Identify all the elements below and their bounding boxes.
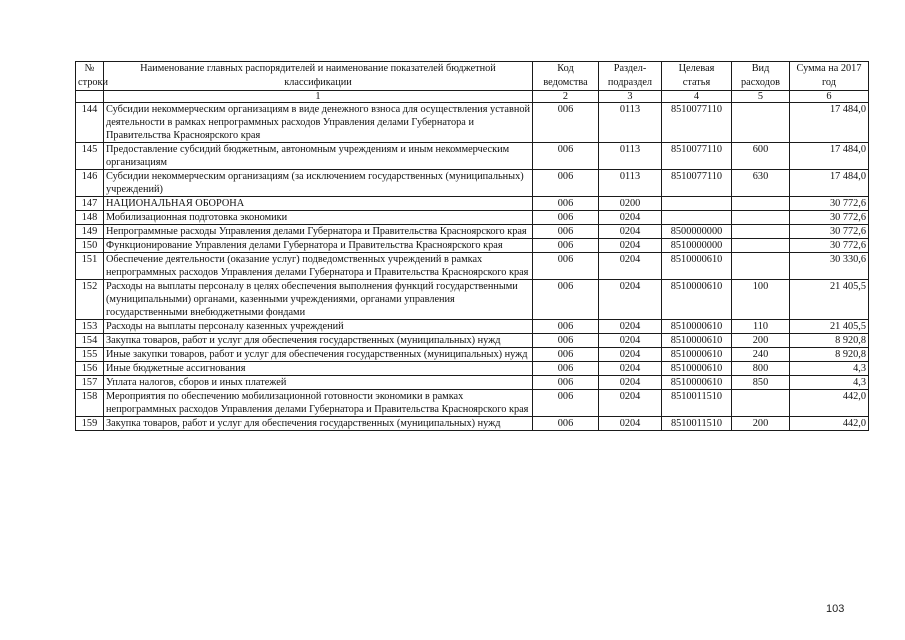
column-number-row [76, 91, 869, 103]
row-amount-cell: 30 330,6 [790, 253, 869, 280]
row-number-cell: 146 [76, 170, 104, 197]
row-target-item-cell [662, 197, 732, 211]
row-amount-cell: 30 772,6 [790, 239, 869, 253]
row-expense-type-cell [732, 239, 790, 253]
row-expense-type-cell: 240 [732, 348, 790, 362]
row-target-item-cell: 8510000610 [662, 362, 732, 376]
row-number-cell: 159 [76, 417, 104, 431]
row-expense-type-cell: 630 [732, 170, 790, 197]
table-row [76, 103, 869, 143]
row-section-cell: 0204 [599, 348, 662, 362]
row-amount-cell: 17 484,0 [790, 103, 869, 143]
header-row-number: № строки [76, 62, 104, 91]
row-section-cell: 0204 [599, 376, 662, 390]
row-name-cell: Непрограммные расходы Управления делами Губернатора и Правительства Красноярского края [104, 225, 533, 239]
row-dept-code-cell: 006 [533, 376, 599, 390]
row-section-cell: 0204 [599, 417, 662, 431]
row-amount-cell: 4,3 [790, 376, 869, 390]
table-row [76, 390, 869, 417]
row-expense-type-cell [732, 103, 790, 143]
page-number: 103 [826, 603, 845, 615]
row-dept-code-cell: 006 [533, 225, 599, 239]
row-name-cell: НАЦИОНАЛЬНАЯ ОБОРОНА [104, 197, 533, 211]
row-target-item-cell: 8510000610 [662, 320, 732, 334]
row-name-cell: Закупка товаров, работ и услуг для обеспечения государственных (муниципальных) нужд [104, 417, 533, 431]
row-target-item-cell: 8500000000 [662, 225, 732, 239]
row-number-cell: 148 [76, 211, 104, 225]
row-expense-type-cell [732, 253, 790, 280]
row-name-cell: Расходы на выплаты персоналу казенных учреждений [104, 320, 533, 334]
row-amount-cell: 8 920,8 [790, 334, 869, 348]
row-dept-code-cell: 006 [533, 334, 599, 348]
header-expense-type: Вид расходов [732, 62, 790, 91]
table-row [76, 320, 869, 334]
column-number: 2 [533, 91, 599, 103]
row-expense-type-cell [732, 225, 790, 239]
row-name-cell: Предоставление субсидий бюджетным, автономным учреждениям и иным некоммерческим организациям [104, 143, 533, 170]
row-section-cell: 0200 [599, 197, 662, 211]
row-number-cell: 157 [76, 376, 104, 390]
row-name-cell: Субсидии некоммерческим организациям (за исключением государственных (муниципальных) учреждений) [104, 170, 533, 197]
row-section-cell: 0204 [599, 280, 662, 320]
row-target-item-cell: 8510000000 [662, 239, 732, 253]
row-expense-type-cell: 850 [732, 376, 790, 390]
row-expense-type-cell: 200 [732, 334, 790, 348]
row-amount-cell: 21 405,5 [790, 280, 869, 320]
row-target-item-cell: 8510000610 [662, 376, 732, 390]
row-section-cell: 0204 [599, 320, 662, 334]
row-amount-cell: 442,0 [790, 390, 869, 417]
row-target-item-cell: 8510077110 [662, 143, 732, 170]
row-dept-code-cell: 006 [533, 170, 599, 197]
row-section-cell: 0204 [599, 334, 662, 348]
row-target-item-cell: 8510000610 [662, 334, 732, 348]
table-row [76, 211, 869, 225]
header-amount: Сумма на 2017 год [790, 62, 869, 91]
row-number-cell: 151 [76, 253, 104, 280]
row-dept-code-cell: 006 [533, 280, 599, 320]
row-name-cell: Закупка товаров, работ и услуг для обеспечения государственных (муниципальных) нужд [104, 334, 533, 348]
row-section-cell: 0113 [599, 143, 662, 170]
row-number-cell: 154 [76, 334, 104, 348]
row-name-cell: Обеспечение деятельности (оказание услуг) подведомственных учреждений в рамках непрограммных расходов Управления делами Губернатора и Правительства Красноярского края [104, 253, 533, 280]
column-number: 5 [732, 91, 790, 103]
table-row [76, 334, 869, 348]
row-amount-cell: 30 772,6 [790, 211, 869, 225]
row-amount-cell: 17 484,0 [790, 170, 869, 197]
row-number-cell: 156 [76, 362, 104, 376]
table-row [76, 239, 869, 253]
row-dept-code-cell: 006 [533, 417, 599, 431]
row-section-cell: 0204 [599, 225, 662, 239]
row-number-cell: 144 [76, 103, 104, 143]
row-number-cell: 145 [76, 143, 104, 170]
row-number-cell: 147 [76, 197, 104, 211]
column-number: 3 [599, 91, 662, 103]
row-target-item-cell: 8510077110 [662, 170, 732, 197]
table-row [76, 280, 869, 320]
row-number-cell: 150 [76, 239, 104, 253]
row-dept-code-cell: 006 [533, 239, 599, 253]
row-target-item-cell: 8510000610 [662, 348, 732, 362]
row-section-cell: 0113 [599, 103, 662, 143]
row-name-cell: Уплата налогов, сборов и иных платежей [104, 376, 533, 390]
row-expense-type-cell: 110 [732, 320, 790, 334]
row-expense-type-cell: 800 [732, 362, 790, 376]
row-amount-cell: 8 920,8 [790, 348, 869, 362]
row-expense-type-cell: 200 [732, 417, 790, 431]
header-target-item: Целевая статья [662, 62, 732, 91]
row-name-cell: Иные бюджетные ассигнования [104, 362, 533, 376]
row-target-item-cell: 8510000610 [662, 280, 732, 320]
row-target-item-cell [662, 211, 732, 225]
row-dept-code-cell: 006 [533, 320, 599, 334]
row-amount-cell: 442,0 [790, 417, 869, 431]
row-section-cell: 0204 [599, 362, 662, 376]
row-name-cell: Субсидии некоммерческим организациям в виде денежного взноса для осуществления уставной деятельности в рамках непрограммных расходов Управления делами Губернатора и Правительства Красноярского края [104, 103, 533, 143]
row-number-cell: 152 [76, 280, 104, 320]
column-number-blank [76, 91, 104, 103]
table-row [76, 197, 869, 211]
row-name-cell: Мобилизационная подготовка экономики [104, 211, 533, 225]
row-number-cell: 153 [76, 320, 104, 334]
row-amount-cell: 30 772,6 [790, 197, 869, 211]
row-dept-code-cell: 006 [533, 348, 599, 362]
row-target-item-cell: 8510011510 [662, 417, 732, 431]
row-expense-type-cell [732, 390, 790, 417]
row-dept-code-cell: 006 [533, 143, 599, 170]
row-section-cell: 0204 [599, 211, 662, 225]
row-dept-code-cell: 006 [533, 211, 599, 225]
row-name-cell: Расходы на выплаты персоналу в целях обеспечения выполнения функций государственными (муниципальными) органами, казенными учреждениями, органами управления государственными внебюджетными фондами [104, 280, 533, 320]
row-section-cell: 0204 [599, 253, 662, 280]
table-row [76, 253, 869, 280]
column-number: 6 [790, 91, 869, 103]
row-number-cell: 155 [76, 348, 104, 362]
row-expense-type-cell [732, 211, 790, 225]
table-row [76, 417, 869, 431]
header-dept-code: Код ведомства [533, 62, 599, 91]
table-body [76, 103, 869, 431]
row-dept-code-cell: 006 [533, 390, 599, 417]
row-amount-cell: 4,3 [790, 362, 869, 376]
row-dept-code-cell: 006 [533, 103, 599, 143]
row-amount-cell: 17 484,0 [790, 143, 869, 170]
row-target-item-cell: 8510011510 [662, 390, 732, 417]
row-name-cell: Функционирование Управления делами Губернатора и Правительства Красноярского края [104, 239, 533, 253]
budget-table [75, 61, 869, 431]
row-number-cell: 149 [76, 225, 104, 239]
row-expense-type-cell [732, 197, 790, 211]
table-row [76, 348, 869, 362]
table-row [76, 170, 869, 197]
row-amount-cell: 30 772,6 [790, 225, 869, 239]
row-dept-code-cell: 006 [533, 253, 599, 280]
row-dept-code-cell: 006 [533, 197, 599, 211]
table-row [76, 376, 869, 390]
row-expense-type-cell: 100 [732, 280, 790, 320]
column-number: 4 [662, 91, 732, 103]
column-number: 1 [104, 91, 533, 103]
table-row [76, 362, 869, 376]
header-name: Наименование главных распорядителей и наименование показателей бюджетной классификации [104, 62, 533, 91]
row-dept-code-cell: 006 [533, 362, 599, 376]
row-expense-type-cell: 600 [732, 143, 790, 170]
row-number-cell: 158 [76, 390, 104, 417]
table-row [76, 225, 869, 239]
row-section-cell: 0204 [599, 239, 662, 253]
row-amount-cell: 21 405,5 [790, 320, 869, 334]
row-name-cell: Мероприятия по обеспечению мобилизационной готовности экономики в рамках непрограммных расходов Управления делами Губернатора и Правительства Красноярского края [104, 390, 533, 417]
header-section: Раздел-подраздел [599, 62, 662, 91]
table-row [76, 143, 869, 170]
row-section-cell: 0113 [599, 170, 662, 197]
row-section-cell: 0204 [599, 390, 662, 417]
row-target-item-cell: 8510000610 [662, 253, 732, 280]
table-header-row [76, 62, 869, 91]
row-target-item-cell: 8510077110 [662, 103, 732, 143]
row-name-cell: Иные закупки товаров, работ и услуг для обеспечения государственных (муниципальных) нужд [104, 348, 533, 362]
